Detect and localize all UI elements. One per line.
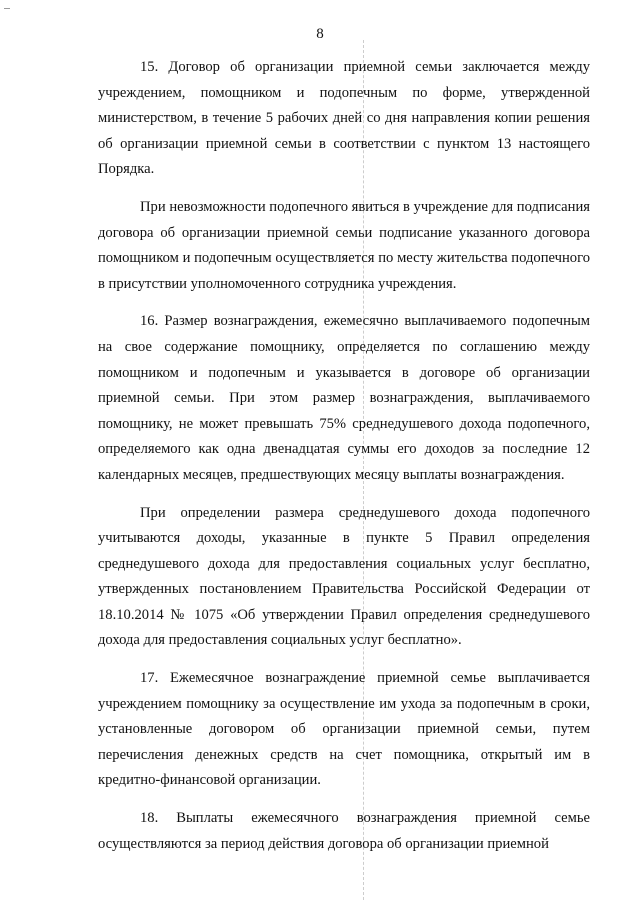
paragraph-18: 18. Выплаты ежемесячного вознаграждения приемной семье осуществляются за период действия договора об организации приемной — [98, 810, 590, 852]
paragraph-17: 17. Ежемесячное вознаграждение приемной семье выплачивается учреждением помощнику за осуществление им ухода за подопечным в сроки, установленные договором об организации приемной семьи, путем перечисления денежных средств на счет помощника, открытый им в кредитно-финансовой организации. — [98, 670, 590, 789]
paragraph-15: 15. Договор об организации приемной семьи заключается между учреждением, помощником и подопечным по форме, утвержденной министерством, в течение 5 рабочих дней со дня направления копии решения об организации приемной семьи в соответствии с пунктом 13 настоящего Порядка. — [98, 59, 590, 178]
page-number: 8 — [316, 26, 324, 42]
paragraph-15-continued: При невозможности подопечного явиться в учреждение для подписания договора об организации приемной семьи подписание указанного договора помощником и подопечным осуществляется по месту жительства подопечного в присутствии уполномоченного сотрудника учреждения. — [98, 198, 590, 292]
scan-corner-mark — [4, 8, 10, 9]
document-body — [98, 55, 590, 869]
paragraph-16: 16. Размер вознаграждения, ежемесячно выплачиваемого подопечным на свое содержание помощнику, определяется по соглашению между помощником и подопечным и указывается в договоре об организации приемной семьи. При этом размер вознаграждения, выплачиваемого помощнику, не может превышать 75% среднедушевого дохода подопечного, определяемого как одна двенадцатая суммы его доходов за последние 12 календарных месяцев, предшествующих месяцу выплаты вознаграждения. — [98, 313, 590, 483]
paragraph-16-continued: При определении размера среднедушевого дохода подопечного учитываются доходы, указанные в пункте 5 Правил определения среднедушевого дохода для предоставления социальных услуг бесплатно, утвержденных постановлением Правительства Российской Федерации от 18.10.2014 № 1075 «Об утверждении Правил определения среднедушевого дохода для предоставления социальных услуг бесплатно». — [98, 504, 590, 649]
